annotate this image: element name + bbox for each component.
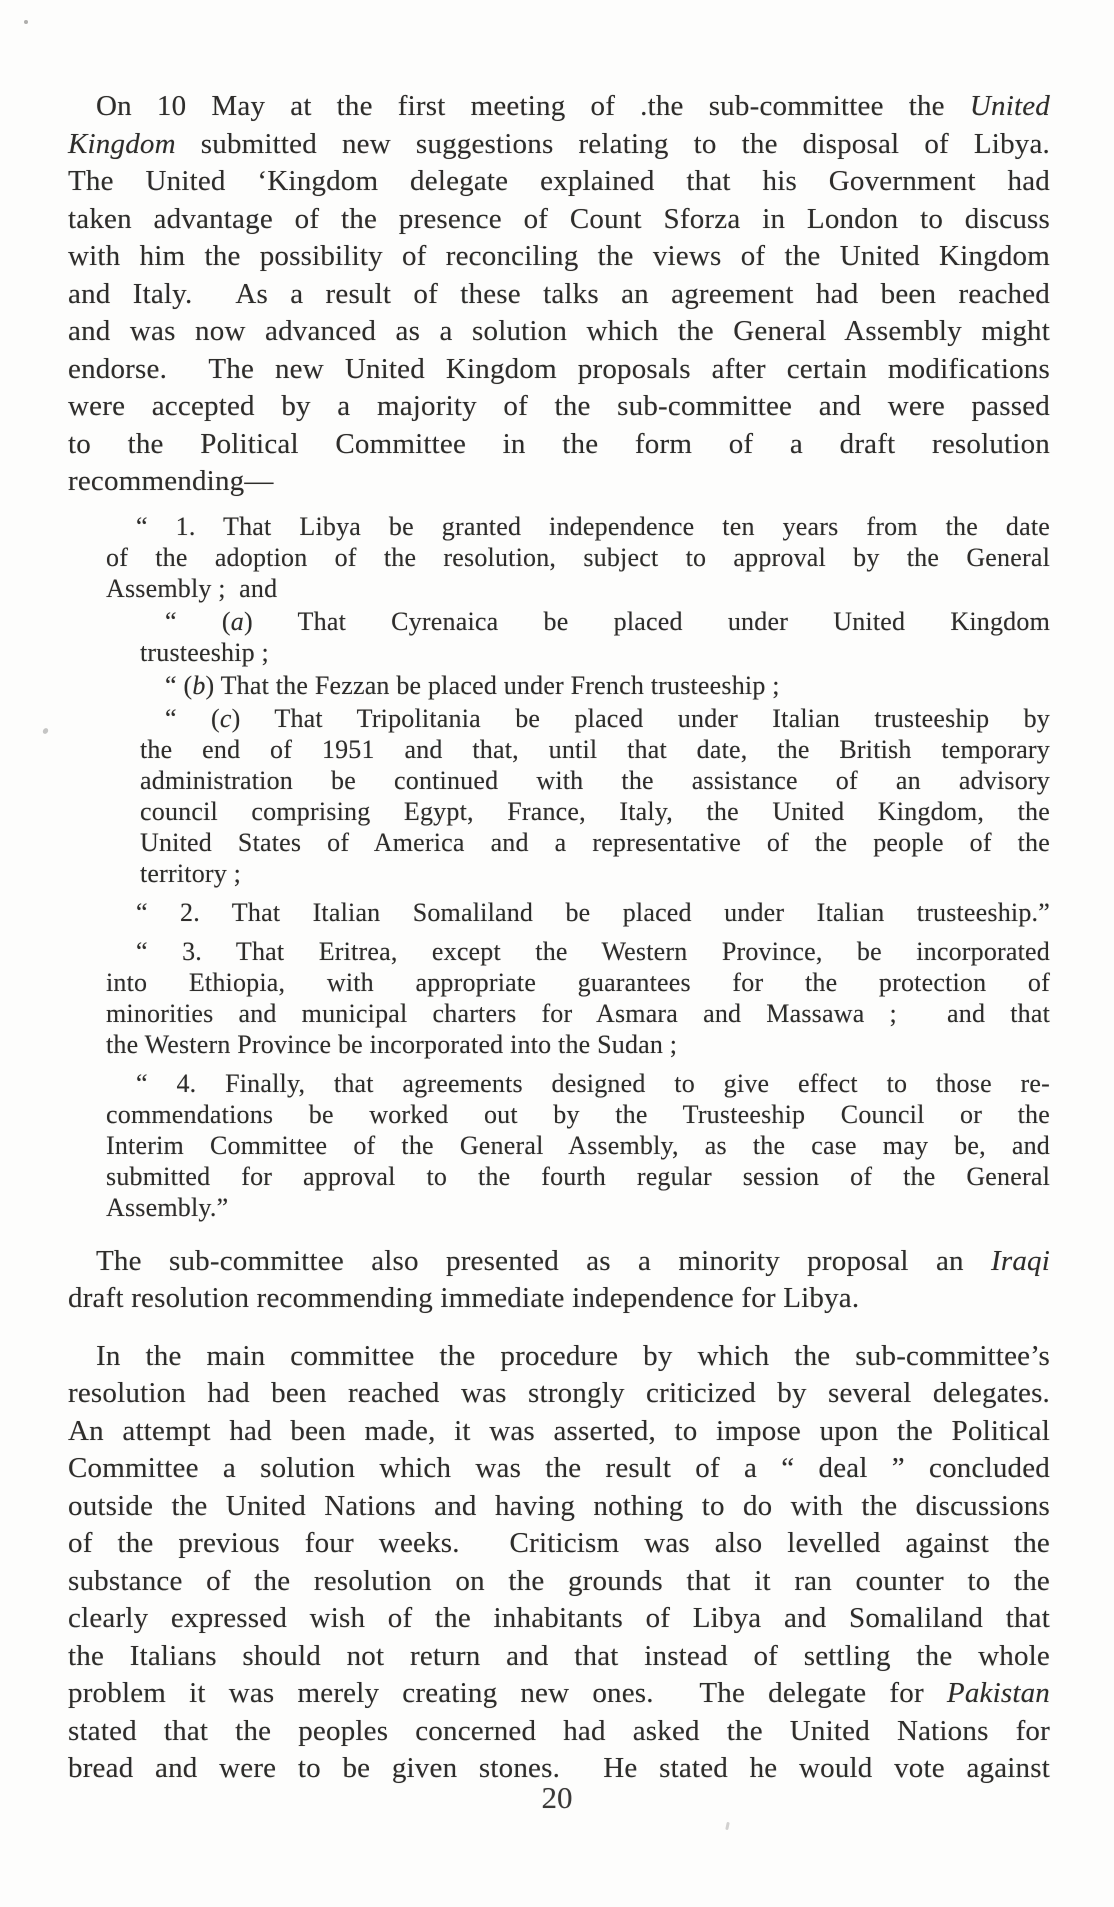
text-line: of the previous four weeks. Criticism was also levelled against the [68, 1527, 1050, 1559]
text-line: Assembly.” [106, 1192, 229, 1222]
text-line: Committee a solution which was the result of a “ deal ” concluded [68, 1452, 1050, 1484]
text-line: recommending— [68, 465, 274, 497]
quote-item-1 [106, 511, 1050, 604]
text-line: into Ethiopia, with appropriate guarantees for the protection of [106, 967, 1050, 997]
text-line: “ 2. That Italian Somaliland be placed under Italian trusteeship.” [136, 897, 1050, 927]
text-line: Assembly ; and [106, 573, 278, 603]
paragraph-main-committee [68, 1338, 1050, 1788]
text-line: the Italians should not return and that instead of settling the whole [68, 1639, 1050, 1672]
text-line: stated that the peoples concerned had asked the United Nations for [68, 1714, 1050, 1747]
text-line: “ (c) That Tripolitania be placed under Italian trusteeship by [165, 703, 1050, 733]
text-line: bread and were to be given stones. He stated he would vote against [68, 1752, 1050, 1784]
paragraph-minority-proposal [68, 1243, 1050, 1318]
text-line: resolution had been reached was strongly criticized by several delegates. [68, 1377, 1050, 1409]
text-line: trusteeship ; [140, 637, 269, 667]
quote-item-4 [106, 1068, 1050, 1223]
scan-speck-icon [725, 1822, 730, 1830]
quote-item-2 [106, 897, 1050, 928]
text-line: The United ‘Kingdom delegate explained that his Government had [68, 165, 1050, 197]
text-line: substance of the resolution on the grounds that it ran counter to the [68, 1564, 1050, 1597]
text-line: “ 3. That Eritrea, except the Western Province, be incorporated [136, 936, 1050, 966]
quote-item-1b [140, 670, 1050, 701]
paragraph-intro [68, 88, 1050, 501]
text-line: endorse. The new United Kingdom proposals after certain modifications [68, 352, 1050, 385]
text-line: United States of America and a representative of the people of the [140, 827, 1050, 857]
text-line: The sub-committee also presented as a minority proposal an Iraqi [96, 1244, 1050, 1277]
text-line: of the adoption of the resolution, subject to approval by the General [106, 542, 1050, 572]
text-line: with him the possibility of reconciling the views of the United Kingdom [68, 240, 1050, 272]
text-line: submitted for approval to the fourth regular session of the General [106, 1161, 1050, 1191]
quote-item-1c [140, 703, 1050, 889]
page-text [68, 88, 1050, 1788]
text-line: council comprising Egypt, France, Italy, the United Kingdom, the [140, 796, 1050, 826]
quote-item-1a [140, 606, 1050, 668]
text-line: to the Political Committee in the form of a draft resolution [68, 427, 1050, 460]
text-line: “ (b) That the Fezzan be placed under French trusteeship ; [165, 670, 780, 700]
text-line: were accepted by a majority of the sub-committee and were passed [68, 390, 1050, 422]
text-line: “ 4. Finally, that agreements designed to give effect to those re- [136, 1068, 1050, 1098]
text-line: clearly expressed wish of the inhabitants of Libya and Somaliland that [68, 1602, 1050, 1634]
quote-item-3 [106, 936, 1050, 1060]
text-line: minorities and municipal charters for Asmara and Massawa ; and that [106, 998, 1050, 1028]
text-line: On 10 May at the first meeting of .the sub-committee the United [96, 90, 1050, 122]
text-line: outside the United Nations and having nothing to do with the discussions [68, 1489, 1050, 1522]
text-line: In the main committee the procedure by which the sub-committee’s [96, 1339, 1050, 1372]
scan-speck-icon [24, 20, 28, 24]
text-line: “ (a) That Cyrenaica be placed under United Kingdom [165, 606, 1050, 636]
text-line: and Italy. As a result of these talks an agreement had been reached [68, 277, 1050, 310]
text-line: problem it was merely creating new ones. The delegate for Pakistan [68, 1677, 1050, 1709]
text-line: “ 1. That Libya be granted independence ten years from the date [136, 511, 1050, 541]
page-number: 20 [541, 1780, 573, 1815]
text-line: territory ; [140, 858, 242, 888]
text-line: draft resolution recommending immediate independence for Libya. [68, 1282, 860, 1314]
text-line: the end of 1951 and that, until that date, the British temporary [140, 734, 1050, 764]
text-line: administration be continued with the assistance of an advisory [140, 765, 1050, 795]
text-line: Interim Committee of the General Assembly, as the case may be, and [106, 1130, 1050, 1160]
text-line: commendations be worked out by the Trusteeship Council or the [106, 1099, 1050, 1129]
text-line: An attempt had been made, it was asserted, to impose upon the Political [68, 1414, 1050, 1447]
text-line: taken advantage of the presence of Count Sforza in London to discuss [68, 202, 1050, 235]
scan-speck-icon [42, 727, 50, 735]
text-line: Kingdom submitted new suggestions relating to the disposal of Libya. [68, 127, 1050, 160]
text-line: and was now advanced as a solution which the General Assembly might [68, 315, 1050, 347]
text-line: the Western Province be incorporated into the Sudan ; [106, 1029, 678, 1059]
